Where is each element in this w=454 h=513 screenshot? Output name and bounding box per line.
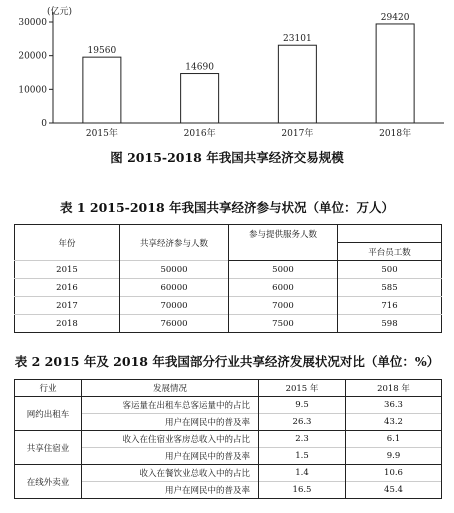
table-cell: 客运量在出租车总客运量中的占比 bbox=[82, 397, 259, 414]
table2-header-industry: 行业 bbox=[15, 380, 82, 397]
table2-header-2015: 2015 年 bbox=[259, 380, 346, 397]
data-label: 23101 bbox=[283, 34, 312, 45]
table-cell: 7000 bbox=[229, 297, 338, 315]
table-cell: 用户在网民中的普及率 bbox=[82, 414, 259, 431]
x-tick-label: 2016年 bbox=[183, 129, 216, 139]
table-cell: 用户在网民中的普及率 bbox=[82, 482, 259, 499]
table-cell: 10.6 bbox=[346, 465, 442, 482]
x-tick-label: 2017年 bbox=[281, 129, 314, 139]
table-row bbox=[15, 431, 442, 448]
table-cell: 5000 bbox=[229, 261, 338, 279]
table-cell: 43.2 bbox=[346, 414, 442, 431]
table-cell: 1.4 bbox=[259, 465, 346, 482]
bar bbox=[83, 57, 121, 123]
table-cell: 26.3 bbox=[259, 414, 346, 431]
table-cell: 585 bbox=[338, 279, 442, 297]
table-cell: 收入在餐饮业总收入中的占比 bbox=[82, 465, 259, 482]
industry-comparison-table bbox=[14, 379, 442, 499]
table-row bbox=[15, 261, 442, 279]
y-tick-label: 0 bbox=[41, 119, 47, 129]
table-cell: 1.5 bbox=[259, 448, 346, 465]
table-cell: 2018 bbox=[15, 315, 120, 333]
bar bbox=[278, 45, 316, 123]
table1-header-participants: 共享经济参与人数 bbox=[120, 225, 229, 261]
table-cell: 2.3 bbox=[259, 431, 346, 448]
table-cell: 2015 bbox=[15, 261, 120, 279]
y-tick-label: 30000 bbox=[18, 18, 47, 28]
figure-caption: 图 2015-2018 年我国共享经济交易规模 bbox=[110, 150, 344, 165]
table-row bbox=[15, 465, 442, 482]
bar bbox=[181, 74, 219, 123]
table2-header-2018: 2018 年 bbox=[346, 380, 442, 397]
table-row bbox=[15, 315, 442, 333]
table-cell: 50000 bbox=[120, 261, 229, 279]
table-cell: 用户在网民中的普及率 bbox=[82, 448, 259, 465]
table-cell: 6000 bbox=[229, 279, 338, 297]
industry-cell: 在线外卖业 bbox=[15, 465, 82, 499]
y-axis-label: (亿元) bbox=[47, 7, 73, 17]
table-cell: 2017 bbox=[15, 297, 120, 315]
table-cell: 598 bbox=[338, 315, 442, 333]
table-cell: 6.1 bbox=[346, 431, 442, 448]
industry-cell: 网约出租车 bbox=[15, 397, 82, 431]
table-cell: 500 bbox=[338, 261, 442, 279]
bar-chart bbox=[0, 0, 454, 140]
table-row bbox=[15, 297, 442, 315]
data-label: 19560 bbox=[87, 46, 117, 57]
y-tick-label: 20000 bbox=[18, 51, 47, 62]
data-label: 29420 bbox=[380, 12, 410, 23]
table-cell: 36.3 bbox=[346, 397, 442, 414]
industry-cell: 共享住宿业 bbox=[15, 431, 82, 465]
table-cell: 7500 bbox=[229, 315, 338, 333]
table-cell: 9.5 bbox=[259, 397, 346, 414]
table-cell: 76000 bbox=[120, 315, 229, 333]
table-row bbox=[15, 397, 442, 414]
table1-header-platform-staff: 平台员工数 bbox=[338, 243, 442, 261]
x-tick-label: 2015年 bbox=[85, 129, 118, 139]
table-cell: 2016 bbox=[15, 279, 120, 297]
table1-header-providers: 参与提供服务人数 bbox=[229, 225, 338, 243]
table-cell: 收入在住宿业客房总收入中的占比 bbox=[82, 431, 259, 448]
table-row bbox=[15, 279, 442, 297]
y-tick-label: 10000 bbox=[18, 85, 47, 96]
table-cell: 70000 bbox=[120, 297, 229, 315]
data-label: 14690 bbox=[185, 62, 214, 73]
participation-table bbox=[14, 224, 442, 333]
table-cell: 60000 bbox=[120, 279, 229, 297]
bar bbox=[376, 24, 414, 123]
table2-header-status: 发展情况 bbox=[82, 380, 259, 397]
table-cell: 716 bbox=[338, 297, 442, 315]
x-tick-label: 2018年 bbox=[379, 129, 412, 139]
table-cell: 45.4 bbox=[346, 482, 442, 499]
table1-title: 表 1 2015-2018 年我国共享经济参与状况（单位：万人） bbox=[59, 200, 395, 215]
table1-header-year: 年份 bbox=[58, 238, 76, 249]
table2-title: 表 2 2015 年及 2018 年我国部分行业共享经济发展状况对比（单位：%） bbox=[14, 354, 440, 369]
table-cell: 16.5 bbox=[259, 482, 346, 499]
table-cell: 9.9 bbox=[346, 448, 442, 465]
